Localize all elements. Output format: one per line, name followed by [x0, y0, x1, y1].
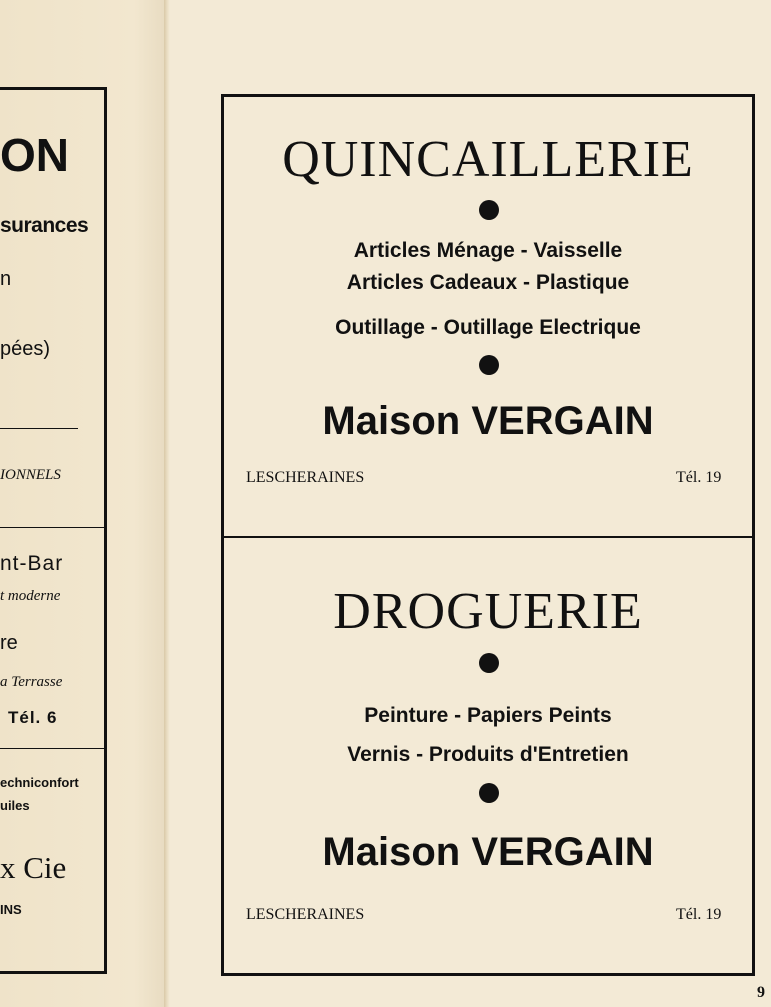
ad-divider [221, 536, 755, 538]
left-rule-1 [0, 428, 78, 429]
left-n-fragment: n [0, 268, 12, 290]
left-re-fragment: re [0, 632, 18, 654]
left-title-fragment: ON [0, 129, 69, 181]
left-cie-fragment: x Cie [0, 850, 67, 885]
bottom-ad-maison: Maison VERGAIN [322, 830, 654, 874]
top-ad-line-1: Articles Ménage - Vaisselle [353, 239, 623, 262]
left-restaurant-bar-fragment: nt-Bar [0, 552, 64, 575]
left-rule-2 [0, 527, 104, 528]
bullet-top-2 [479, 355, 499, 375]
left-techniconfort-fragment: echniconfort [0, 775, 79, 790]
top-ad-town: LESCHERAINES [246, 469, 365, 486]
droguerie-title: DROGUERIE [333, 583, 643, 640]
page-number: 9 [757, 984, 765, 1001]
bottom-ad-line-1: Peinture - Papiers Peints [364, 704, 612, 727]
left-ionnels-fragment: IONNELS [0, 467, 61, 483]
quincaillerie-title: QUINCAILLERIE [282, 131, 694, 188]
bullet-bottom-1 [479, 653, 499, 673]
left-tel-fragment: Tél. 6 [8, 708, 58, 727]
page-fold [164, 0, 170, 1007]
left-huiles-fragment: uiles [0, 798, 30, 813]
bottom-ad-line-2: Vernis - Produits d'Entretien [347, 743, 629, 766]
left-terrasse-fragment: a Terrasse [0, 674, 63, 690]
bullet-bottom-2 [479, 783, 499, 803]
bullet-top-1 [479, 200, 499, 220]
left-pees-fragment: pées) [0, 338, 51, 360]
left-moderne-fragment: t moderne [0, 588, 61, 604]
top-ad-line-2: Articles Cadeaux - Plastique [346, 271, 630, 294]
bottom-ad-town: LESCHERAINES [246, 906, 365, 923]
bottom-ad-phone: Tél. 19 [676, 906, 722, 923]
left-rule-3 [0, 748, 104, 749]
top-ad-line-3: Outillage - Outillage Electrique [335, 316, 641, 339]
top-ad-phone: Tél. 19 [676, 469, 722, 486]
top-ad-maison: Maison VERGAIN [322, 399, 654, 443]
left-page [0, 0, 168, 1007]
left-assurances-fragment: surances [0, 214, 89, 237]
left-ins-fragment: INS [0, 902, 22, 917]
